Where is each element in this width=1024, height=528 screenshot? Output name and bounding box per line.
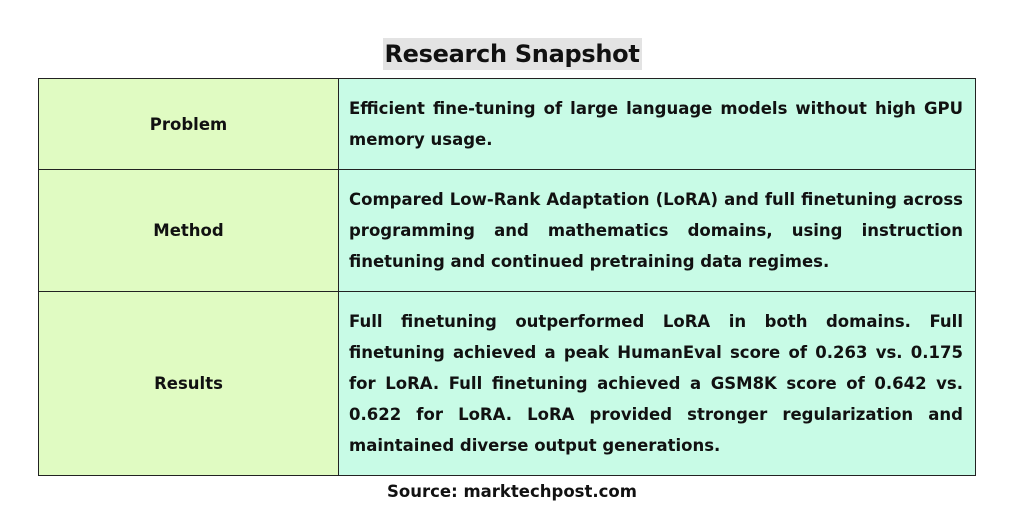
table-row-method	[39, 170, 976, 292]
row-label-problem: Problem	[39, 79, 339, 170]
source-credit: Source: marktechpost.com	[387, 482, 637, 501]
research-snapshot-table	[38, 78, 976, 476]
row-label-method: Method	[39, 170, 339, 292]
row-content-problem: Efficient fine-tuning of large language models without high GPU memory usage.	[339, 79, 976, 170]
row-content-results: Full finetuning outperformed LoRA in both domains. Full finetuning achieved a peak HumanEval score of 0.263 vs. 0.175 for LoRA. Full finetuning achieved a GSM8K score of 0.642 vs. 0.622 for LoRA. LoRA provided stronger regularization and maintained diverse output generations.	[339, 292, 976, 476]
page-title: Research Snapshot	[384, 40, 640, 68]
row-content-method: Compared Low-Rank Adaptation (LoRA) and full finetuning across programming and mathematics domains, using instruction finetuning and continued pretraining data regimes.	[339, 170, 976, 292]
table-row-results	[39, 292, 976, 476]
row-label-results: Results	[39, 292, 339, 476]
title-container	[0, 38, 1024, 70]
table-row-problem	[39, 79, 976, 170]
